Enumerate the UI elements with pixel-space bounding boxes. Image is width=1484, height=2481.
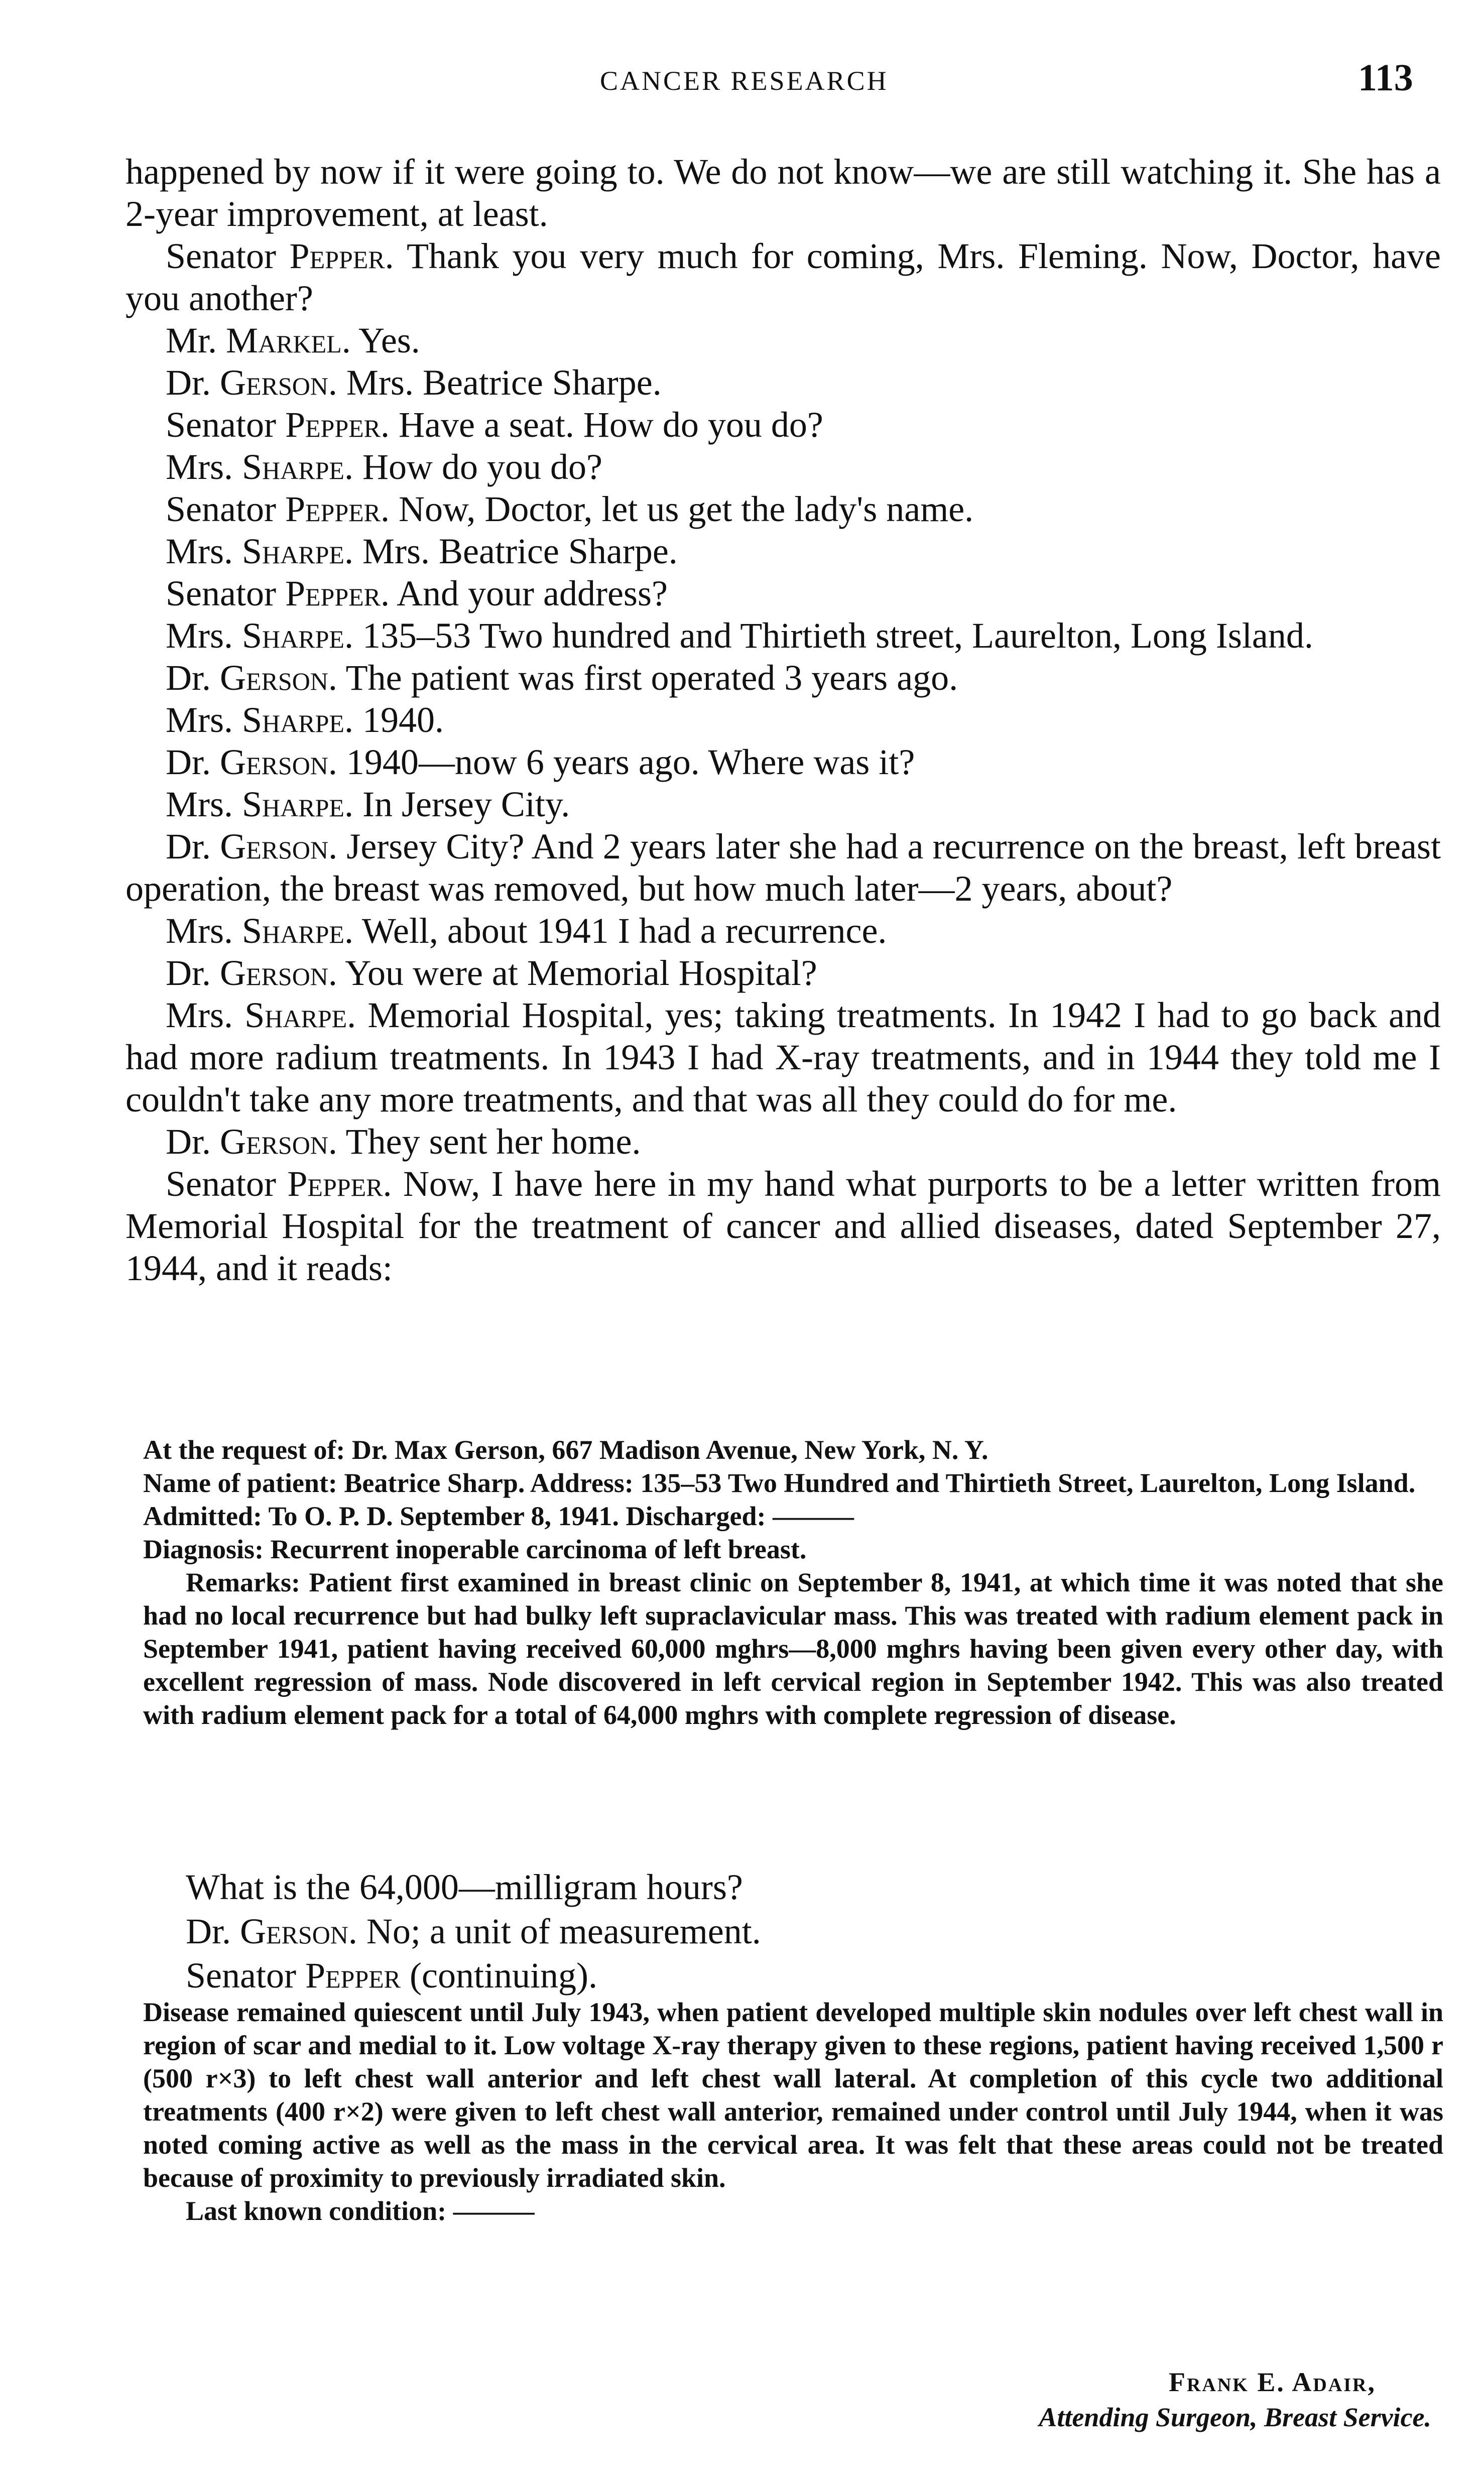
letter-paragraph: Disease remained quiescent until July 1943, when patient developed multiple skin nodules over left chest wall in region of scar and medial to it. Low voltage X-ray therapy given to these regions, patient having received 1,500 r (500 r×3) to left chest wall anterior and left chest wall lateral. At completion of this cycle two additional treatments (400 r×2) were given to left chest wall anterior, remained under control until July 1944, when it was noted coming active as well as the mass in the cervical area. It was felt that these areas could not be treated because of proximity to previously irradiated skin.	[143, 1997, 1443, 2193]
transcript-body	[126, 151, 1441, 1289]
speaker-name: Gerson.	[240, 1911, 357, 1951]
interjection	[186, 1865, 1441, 1998]
speaker-title: Dr.	[166, 1122, 211, 1162]
transcript-paragraph	[126, 657, 1441, 699]
speaker-title: Mrs.	[166, 784, 233, 824]
speaker-name: Pepper.	[285, 489, 390, 529]
transcript-paragraph	[126, 361, 1441, 404]
speech-text: In Jersey City.	[362, 784, 570, 824]
speech-text: 1940—now 6 years ago. Where was it?	[346, 742, 915, 782]
letter-quote-part1	[143, 1433, 1443, 1731]
speech-text: Thank you very much for coming, Mrs. Fleming. Now, Doctor, have you another?	[126, 236, 1441, 318]
speaker-title: Mrs.	[166, 615, 233, 656]
letter-request: At the request of: Dr. Max Gerson, 667 Madison Avenue, New York, N. Y.	[143, 1435, 988, 1465]
speaker-name: Pepper.	[287, 1164, 392, 1204]
speaker-title: Dr.	[166, 742, 211, 782]
speaker-title: Dr.	[166, 826, 211, 866]
letter-patient: Name of patient: Beatrice Sharp. Address: 135–53 Two Hundred and Thirtieth Street, Laurelton, Long Island.	[143, 1468, 1416, 1498]
speaker-name: Sharpe.	[242, 911, 353, 951]
speaker-name: Sharpe.	[242, 615, 353, 656]
transcript-paragraph	[126, 614, 1441, 657]
speech-text: They sent her home.	[345, 1122, 641, 1162]
transcript-paragraph	[126, 404, 1441, 446]
transcript-paragraph	[126, 446, 1441, 488]
speech-text: Mrs. Beatrice Sharpe.	[362, 531, 678, 571]
speaker-title: Mrs.	[166, 447, 233, 487]
speech-text: Have a seat. How do you do?	[399, 405, 823, 445]
speaker-title: Senator	[166, 236, 276, 276]
speech-text: Well, about 1941 I had a recurrence.	[361, 911, 887, 951]
speaker-name: Pepper	[305, 1955, 401, 1996]
speaker-title: Senator	[186, 1955, 296, 1996]
transcript-paragraph	[126, 488, 1441, 530]
signature-title: Attending Surgeon, Breast Service.	[1039, 2402, 1431, 2432]
speech-text: Now, Doctor, let us get the lady's name.	[399, 489, 974, 529]
speaker-name: Gerson.	[220, 1122, 337, 1162]
transcript-paragraph	[126, 825, 1441, 910]
speech-text: No; a unit of measurement.	[366, 1911, 761, 1951]
speaker-name: Gerson.	[220, 953, 337, 993]
letter-quote-part2	[143, 1996, 1443, 2227]
speaker-title: Senator	[166, 405, 276, 445]
speaker-name: Pepper.	[289, 236, 394, 276]
speaker-title: Mrs.	[166, 995, 233, 1035]
transcript-paragraph	[126, 572, 1441, 614]
speech-text: Now, I have here in my hand what purports to be a letter written from Memorial Hospital for the treatment of cancer and allied diseases, dated September 27, 1944, and it reads:	[126, 1164, 1441, 1288]
letter-remarks: Remarks: Patient first examined in breast clinic on September 8, 1941, at which time it was noted that she had no local recurrence but had bulky left supraclavicular mass. This was treated with radium element pack in September 1941, patient having received 60,000 mghrs—8,000 mghrs having been given every other day, with excellent regression of mass. Node discovered in left cervical region in September 1942. This was also treated with radium element pack for a total of 64,000 mghrs with complete regression of disease.	[143, 1567, 1443, 1730]
speech-text: Mrs. Beatrice Sharpe.	[346, 362, 662, 403]
speech-text: The patient was first operated 3 years ago.	[345, 658, 958, 698]
letter-last-condition: Last known condition: ———	[186, 2196, 535, 2226]
running-head: CANCER RESEARCH	[600, 66, 889, 96]
speaker-title: Dr.	[166, 953, 211, 993]
speech-text: (continuing).	[410, 1955, 597, 1996]
speech-text: 135–53 Two hundred and Thirtieth street, Laurelton, Long Island.	[362, 615, 1313, 656]
speech-text: How do you do?	[362, 447, 602, 487]
speaker-name: Sharpe.	[242, 700, 353, 740]
speaker-title: Mrs.	[166, 531, 233, 571]
letter-signature	[1039, 2365, 1431, 2435]
transcript-paragraph	[126, 1121, 1441, 1163]
transcript-paragraph	[126, 952, 1441, 994]
speaker-name: Gerson.	[220, 742, 337, 782]
transcript-paragraph	[126, 530, 1441, 572]
speech-text: Yes.	[358, 320, 420, 360]
speaker-title: Mrs.	[166, 911, 233, 951]
transcript-paragraph	[126, 994, 1441, 1121]
speaker-title: Mrs.	[166, 700, 233, 740]
speaker-name: Gerson.	[220, 362, 337, 403]
speech-text: Jersey City? And 2 years later she had a recurrence on the breast, left breast operation, the breast was removed, but how much later—2 years, about?	[126, 826, 1441, 909]
transcript-paragraph	[126, 910, 1441, 952]
speaker-title: Senator	[166, 573, 276, 613]
speaker-title: Mr.	[166, 320, 217, 360]
speaker-name: Gerson.	[220, 658, 337, 698]
speaker-name: Gerson.	[220, 826, 338, 866]
transcript-continuation: happened by now if it were going to. We do not know—we are still watching it. She has a 2-year improvement, at least.	[126, 152, 1441, 234]
speech-text: 1940.	[362, 700, 444, 740]
speech-text: And your address?	[397, 573, 668, 613]
speaker-title: Senator	[166, 489, 276, 529]
speaker-title: Senator	[166, 1164, 276, 1204]
speaker-title: Dr.	[166, 658, 211, 698]
speaker-title: Dr.	[186, 1911, 231, 1951]
speech-text: Memorial Hospital, yes; taking treatments. In 1942 I had to go back and had more radium treatments. In 1943 I had X-ray treatments, and in 1944 they told me I couldn't take any more treatments, and that was all they could do for me.	[126, 995, 1441, 1120]
speaker-name: Sharpe.	[242, 447, 353, 487]
transcript-paragraph	[126, 783, 1441, 825]
letter-admitted: Admitted: To O. P. D. September 8, 1941. Discharged: ———	[143, 1501, 854, 1531]
letter-diagnosis: Diagnosis: Recurrent inoperable carcinoma of left breast.	[143, 1534, 807, 1564]
transcript-paragraph	[126, 319, 1441, 361]
transcript-paragraph	[126, 1163, 1441, 1289]
speaker-name: Sharpe.	[244, 995, 356, 1035]
transcript-paragraph	[126, 235, 1441, 319]
transcript-paragraph	[126, 741, 1441, 783]
speaker-name: Markel.	[226, 320, 351, 360]
speaker-name: Sharpe.	[242, 784, 353, 824]
speech-text: You were at Memorial Hospital?	[345, 953, 817, 993]
signature-name: Frank E. Adair,	[1168, 2367, 1376, 2397]
speaker-name: Pepper.	[285, 405, 390, 445]
speaker-title: Dr.	[166, 362, 211, 403]
interjection-question: What is the 64,000—milligram hours?	[186, 1867, 743, 1907]
speaker-name: Sharpe.	[242, 531, 353, 571]
page-number: 113	[1358, 57, 1413, 99]
transcript-paragraph	[126, 699, 1441, 741]
speaker-name: Pepper.	[285, 573, 390, 613]
interjection-answer	[186, 1909, 1441, 1953]
interjection-continuing	[186, 1953, 1441, 1998]
